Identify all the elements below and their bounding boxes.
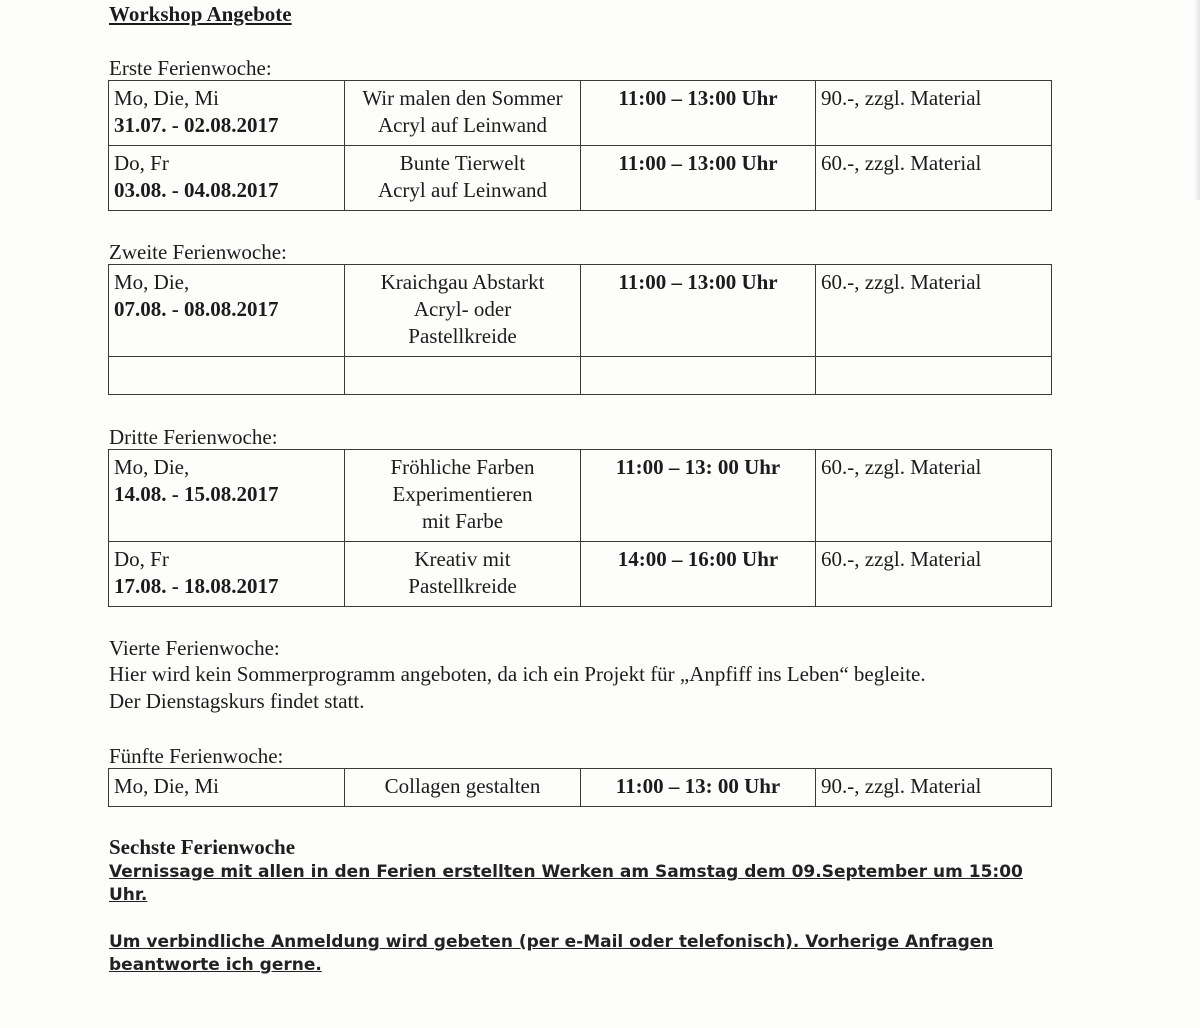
dates-text: 03.08. - 04.08.2017 — [114, 178, 279, 202]
empty-cell — [816, 357, 1052, 395]
date-cell — [109, 450, 345, 542]
days-text: Mo, Die, — [114, 270, 190, 294]
course-title: Wir malen den Sommer — [362, 86, 563, 110]
table-row — [109, 450, 1052, 542]
date-cell — [109, 146, 345, 211]
time-cell: 11:00 – 13:00 Uhr — [581, 146, 816, 211]
week2-table — [108, 264, 1052, 395]
date-cell — [109, 81, 345, 146]
days-text: Do, Fr — [114, 547, 169, 571]
week3-table — [108, 449, 1052, 607]
dates-text: 31.07. - 02.08.2017 — [114, 113, 279, 137]
dates-text: 17.08. - 18.08.2017 — [114, 574, 279, 598]
date-cell — [109, 265, 345, 357]
course-title: Bunte Tierwelt — [399, 151, 526, 175]
course-title: Kraichgau Abstarkt — [380, 270, 545, 294]
scan-edge-shadow — [1194, 0, 1200, 200]
week1-table — [108, 80, 1052, 211]
course-cell — [345, 146, 581, 211]
dates-text: 07.08. - 08.08.2017 — [114, 297, 279, 321]
time-cell: 11:00 – 13:00 Uhr — [581, 265, 816, 357]
week6-label: Sechste Ferienwoche — [109, 835, 296, 859]
price-cell: 60.-, zzgl. Material — [816, 265, 1052, 357]
price-cell: 90.-, zzgl. Material — [816, 769, 1052, 807]
table-row — [109, 81, 1052, 146]
table-row-empty — [109, 357, 1052, 395]
price-cell: 60.-, zzgl. Material — [816, 450, 1052, 542]
week5-table — [108, 768, 1052, 807]
week1-label: Erste Ferienwoche: — [109, 56, 272, 80]
empty-cell — [345, 357, 581, 395]
course-title: Kreativ mit — [414, 547, 511, 571]
course-detail: Acryl auf Leinwand — [377, 113, 548, 137]
time-cell: 14:00 – 16:00 Uhr — [581, 542, 816, 607]
course-detail: Pastellkreide — [408, 324, 517, 348]
price-cell: 90.-, zzgl. Material — [816, 81, 1052, 146]
days-text: Do, Fr — [114, 151, 169, 175]
course-detail: Acryl- oder — [413, 297, 512, 321]
course-detail: Pastellkreide — [408, 574, 517, 598]
price-cell: 60.-, zzgl. Material — [816, 542, 1052, 607]
week5-label: Fünfte Ferienwoche: — [109, 744, 284, 768]
course-title: Fröhliche Farben — [390, 455, 535, 479]
time-cell: 11:00 – 13:00 Uhr — [581, 81, 816, 146]
price-cell: 60.-, zzgl. Material — [816, 146, 1052, 211]
course-cell — [345, 450, 581, 542]
registration-notice: Um verbindliche Anmeldung wird gebeten (per e-Mail oder telefonisch). Vorherige Anfragen beantworte ich gerne. — [109, 932, 994, 975]
course-cell — [345, 265, 581, 357]
week3-label: Dritte Ferienwoche: — [109, 425, 278, 449]
days-text: Mo, Die, Mi — [114, 86, 219, 110]
week4-label: Vierte Ferienwoche: — [109, 636, 280, 660]
course-cell — [345, 542, 581, 607]
week2-label: Zweite Ferienwoche: — [109, 240, 287, 264]
table-row — [109, 146, 1052, 211]
table-row — [109, 542, 1052, 607]
date-cell — [109, 542, 345, 607]
empty-cell — [581, 357, 816, 395]
table-row — [109, 769, 1052, 807]
empty-cell — [109, 357, 345, 395]
days-text: Mo, Die, — [114, 455, 190, 479]
course-detail: Acryl auf Leinwand — [377, 178, 548, 202]
table-row — [109, 265, 1052, 357]
vernissage-notice: Vernissage mit allen in den Ferien erstellten Werken am Samstag dem 09.September um 15:00 Uhr. — [109, 862, 1023, 905]
course-cell — [345, 81, 581, 146]
course-detail: Experimentieren — [392, 482, 533, 506]
week4-text-2: Der Dienstagskurs findet statt. — [109, 689, 365, 713]
time-cell: 11:00 – 13: 00 Uhr — [581, 450, 816, 542]
course-detail: mit Farbe — [421, 509, 504, 533]
week4-text: Hier wird kein Sommerprogramm angeboten, da ich ein Projekt für „Anpfiff ins Leben“ begleite. — [109, 662, 926, 686]
course-title: Collagen gestalten — [345, 769, 581, 807]
page-title: Workshop Angebote — [109, 2, 292, 26]
dates-text: 14.08. - 15.08.2017 — [114, 482, 279, 506]
date-cell: Mo, Die, Mi — [109, 769, 345, 807]
time-cell: 11:00 – 13: 00 Uhr — [581, 769, 816, 807]
